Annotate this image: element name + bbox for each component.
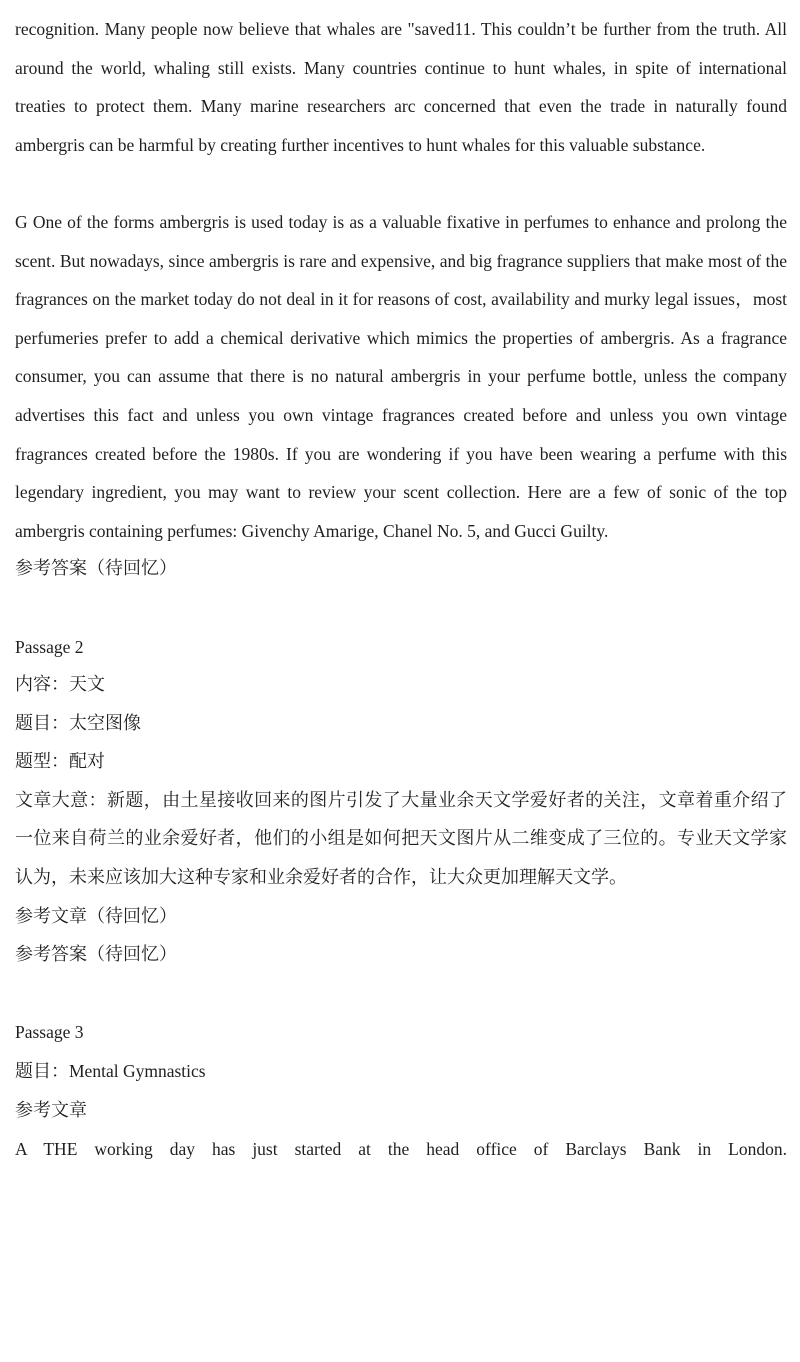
document-page — [15, 10, 787, 1169]
passage2-topic-line: 题目：太空图像 — [15, 712, 141, 734]
passage1-paragraph-f-tail: recognition. Many people now believe that whales are "saved11. This couldn’t be further from the truth. All around the world, whaling still exists. Many countries continue to hunt whales, in spite of international treaties to protect them. Many marine researchers arc concerned that even the trade in naturally found ambergris can be harmful by creating further incentives to hunt whales for this valuable substance. — [15, 19, 787, 155]
passage2-summary: 文章大意：新题，由土星接收回来的图片引发了大量业余天文学爱好者的关注，文章着重介绍了一位来自荷兰的业余爱好者，他们的小组是如何把天文图片从二维变成了三位的。专业天文学家认为，未来应该加大这种专家和业余爱好者的合作，让大众更加理解天文学。 — [15, 789, 787, 889]
passage2-type-line: 题型：配对 — [15, 751, 105, 773]
passage3-topic-value: Mental Gymnastics — [69, 1061, 206, 1082]
passage1-answer-line: 参考答案（待回忆） — [15, 558, 177, 580]
paragraph-spacer — [15, 164, 787, 203]
passage2-answer-line: 参考答案（待回忆） — [15, 944, 177, 966]
section-spacer — [15, 975, 787, 1014]
passage3-first-line: A THE working day has just started at the head office of Barclays Bank in London. — [15, 1139, 787, 1160]
passage2-article-line: 参考文章（待回忆） — [15, 905, 177, 927]
passage3-topic-label: 题目： — [15, 1061, 69, 1083]
passage3-article-label: 参考文章 — [15, 1099, 87, 1121]
section-spacer — [15, 589, 787, 628]
passage2-content-line: 内容：天文 — [15, 674, 105, 696]
passage1-paragraph-g: G One of the forms ambergris is used today is as a valuable fixative in perfumes to enhance and prolong the scent. But nowadays, since ambergris is rare and expensive, and big fragrance suppliers that make most of the fragrances on the market today do not deal in it for reasons of cost, availability and murky legal issues，most perfumeries prefer to add a chemical derivative which mimics the properties of ambergris. As a fragrance consumer, you can assume that there is no natural ambergris in your perfume bottle, unless the company advertises this fact and unless you own vintage fragrances created before and unless you own vintage fragrances created before the 1980s. If you are wondering if you have been wearing a perfume with this legendary ingredient, you may want to review your scent collection. Here are a few of sonic of the top ambergris containing perfumes: Givenchy Amarige, Chanel No. 5, and Gucci Guilty. — [15, 211, 787, 541]
passage2-heading: Passage 2 — [15, 636, 84, 657]
passage3-heading: Passage 3 — [15, 1022, 84, 1043]
passage3-topic-line — [15, 1052, 787, 1092]
